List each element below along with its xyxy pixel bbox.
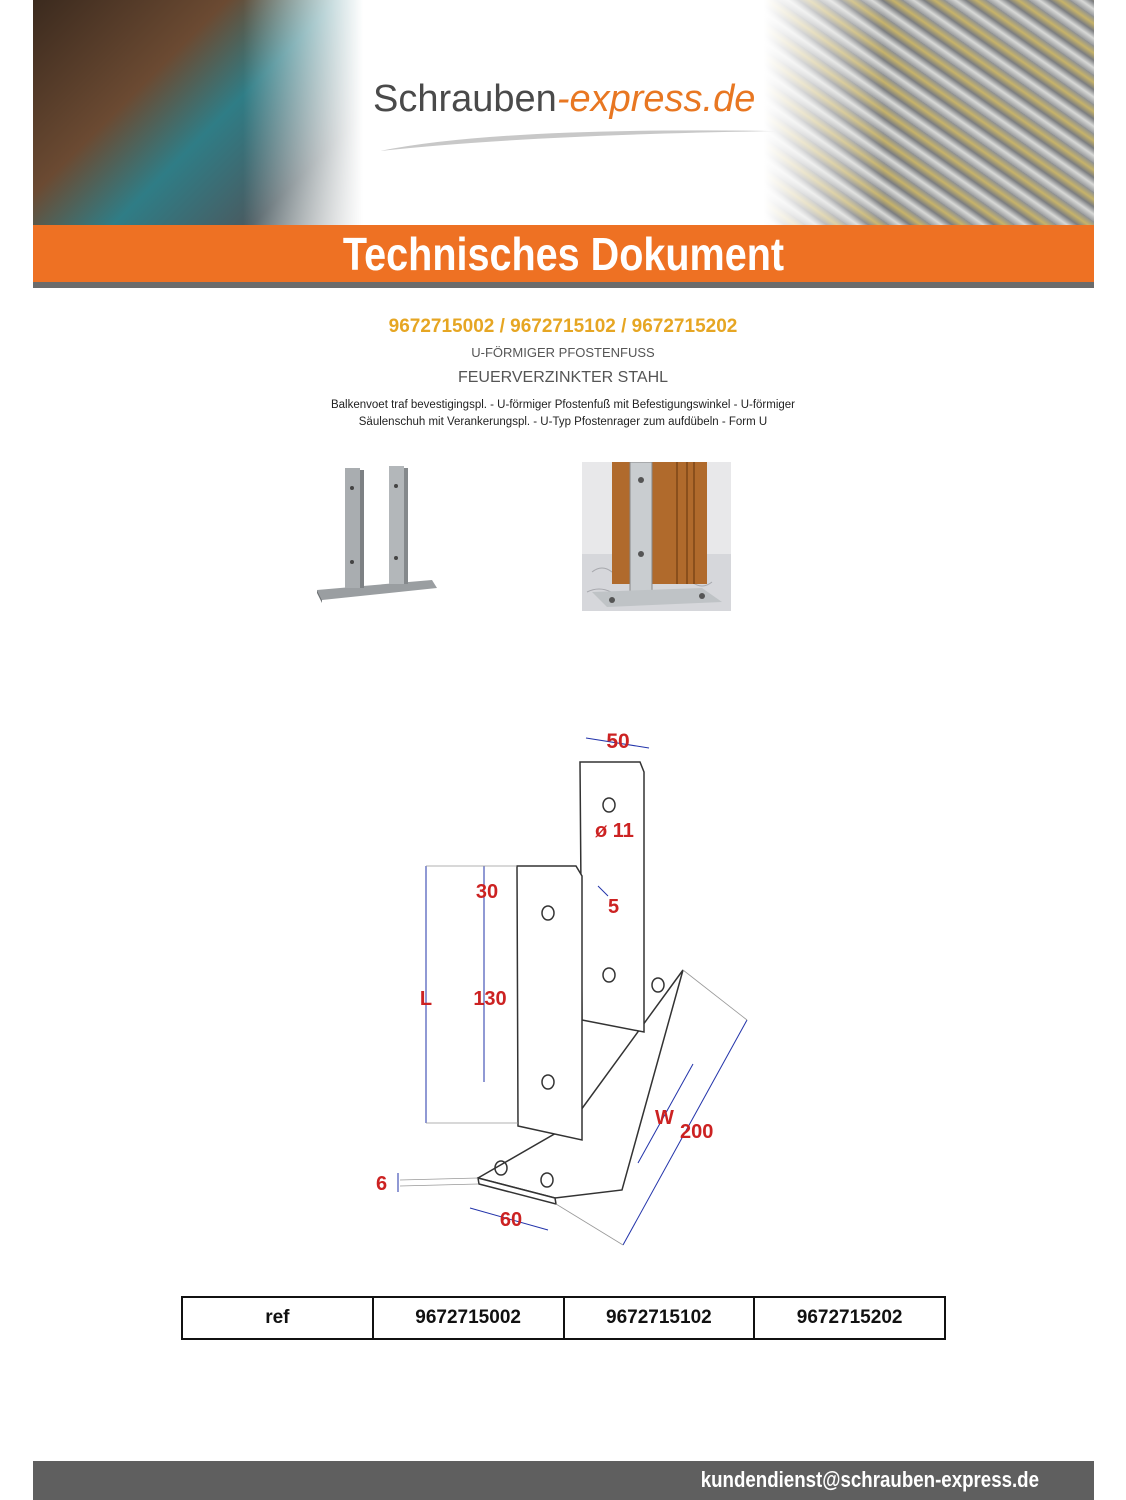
product-subtitle: U-FÖRMIGER PFOSTENFUSS [471,345,655,360]
dim-hole: ø 11 [595,820,634,842]
installation-photo [582,462,731,611]
dim-plate-length: 200 [680,1121,714,1143]
product-photo [312,462,442,604]
toolbox-photo [33,0,363,225]
dim-w-label: W [655,1107,674,1129]
logo-accent-text: -express.de [556,78,756,120]
product-material: FEUERVERZINKTER STAHL [457,369,669,386]
logo-swoosh [378,125,778,155]
dim-hole-spacing: 130 [473,988,507,1010]
dim-width-top: 50 [606,730,630,753]
dim-plate-width: 60 [499,1209,523,1231]
footer-bar [33,1461,1094,1500]
document-title: Technisches Dokument [342,228,785,280]
table-cell: 9672715102 [564,1297,755,1339]
table-cell: 9672715002 [373,1297,564,1339]
header-banner [33,0,1094,225]
support-email-link[interactable]: kundendienst@schrauben-express.de [700,1467,1039,1492]
product-refs: 9672715002 / 9672715102 / 9672715202 [388,316,738,337]
screws-photo [764,0,1094,225]
table-row [182,1297,945,1339]
dim-top-offset: 30 [475,881,499,903]
dim-chamfer: 5 [608,896,620,918]
dim-length-label: L [419,988,433,1010]
table-cell: 9672715202 [754,1297,945,1339]
dim-thickness: 6 [376,1173,388,1195]
reference-table [181,1296,946,1340]
brand-logo[interactable] [373,78,755,121]
title-bar [33,225,1094,288]
description-line-1: Balkenvoet traf bevestigingspl. - U-förmiger Pfostenfuß mit Befestigungswinkel - U-förmiger [330,399,795,411]
logo-main-text: Schrauben [373,78,557,120]
product-description [250,397,876,431]
technical-drawing [360,720,780,1260]
description-line-2: Säulenschuh mit Verankerungspl. - U-Typ Pfostenrager zum aufdübeln - Form U [358,416,768,428]
table-header-cell: ref [182,1297,373,1339]
